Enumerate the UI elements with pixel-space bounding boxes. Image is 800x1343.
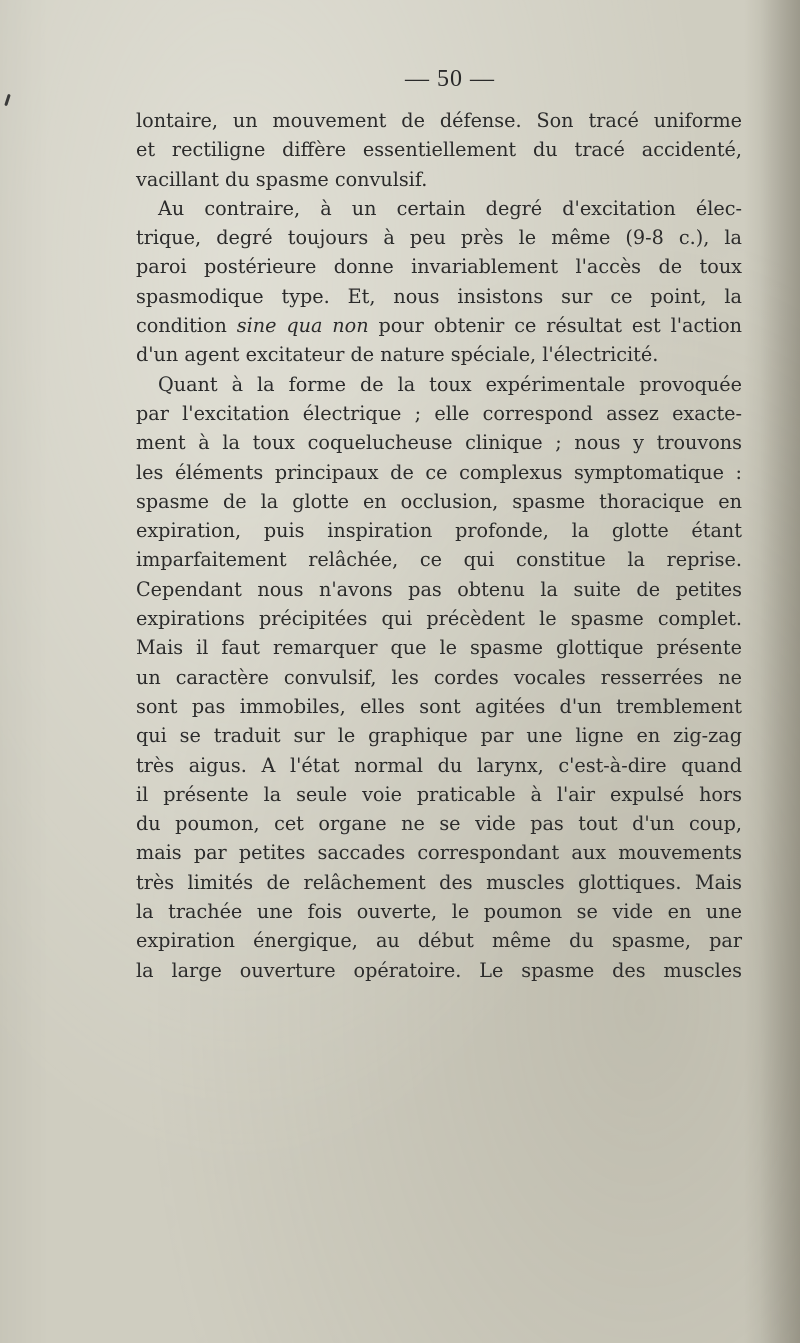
page-number: — 50 —	[405, 66, 495, 92]
latin-phrase: sine qua non	[236, 314, 369, 338]
text-line: il présente la seule voie praticable à l'air expulsé hors	[136, 782, 742, 806]
text-line: la large ouverture opératoire. Le spasme des muscles	[136, 958, 742, 982]
text-line: et rectiligne diffère essentiellement du tracé accidenté,	[136, 138, 742, 162]
text-line: expiration énergique, au début même du spasme, par	[136, 929, 742, 953]
page-edge-shadow	[760, 0, 800, 1343]
text-line: expirations précipitées qui précèdent le spasme complet.	[136, 607, 742, 631]
text-line: ment à la toux coquelucheuse clinique ; nous y trouvons	[136, 431, 742, 455]
text-line	[136, 311, 742, 340]
text-line: lontaire, un mouvement de défense. Son tracé uniforme	[136, 109, 742, 132]
text-line: paroi postérieure donne invariablement l'accès de toux	[136, 255, 742, 279]
text-line: expiration, puis inspiration profonde, la glotte étant	[136, 519, 742, 543]
text-line: spasme de la glotte en occlusion, spasme thoracique en	[136, 489, 742, 513]
text-line: très limités de relâchement des muscles glottiques. Mais	[136, 870, 742, 894]
text-line: par l'excitation électrique ; elle correspond assez exacte-	[136, 401, 742, 425]
text-line: du poumon, cet organe ne se vide pas tout d'un coup,	[136, 812, 742, 836]
text-line: un caractère convulsif, les cordes vocales resserrées ne	[136, 665, 742, 689]
text-line: Cependant nous n'avons pas obtenu la suite de petites	[136, 577, 742, 601]
text-line: très aigus. A l'état normal du larynx, c'est-à-dire quand	[136, 753, 742, 777]
body-text	[136, 106, 742, 985]
text-line: Au contraire, à un certain degré d'excitation élec-	[158, 196, 742, 220]
text-line-end: pour obtenir ce résultat est l'action	[368, 314, 742, 338]
text-line: Quant à la forme de la toux expérimentale provoquée	[158, 372, 742, 396]
text-line: la trachée une fois ouverte, le poumon se vide en une	[136, 900, 742, 924]
margin-ink-mark	[4, 94, 11, 106]
text-line: sont pas immobiles, elles sont agitées d'un tremblement	[136, 694, 742, 718]
text-line: vacillant du spasme convulsif.	[136, 167, 428, 191]
text-line: Mais il faut remarquer que le spasme glottique présente	[136, 636, 742, 660]
text-line: mais par petites saccades correspondant aux mouvements	[136, 841, 742, 865]
text-line: spasmodique type. Et, nous insistons sur ce point, la	[136, 284, 742, 308]
text-line: les éléments principaux de ce complexus symptomatique :	[136, 460, 742, 484]
text-line: d'un agent excitateur de nature spéciale, l'électricité.	[136, 343, 659, 367]
text-line: qui se traduit sur le graphique par une ligne en zig-zag	[136, 724, 742, 748]
text-line-start: condition	[136, 314, 237, 338]
text-line: imparfaitement relâchée, ce qui constitue la reprise.	[136, 548, 742, 572]
text-line: trique, degré toujours à peu près le même (9-8 c.), la	[136, 226, 742, 250]
